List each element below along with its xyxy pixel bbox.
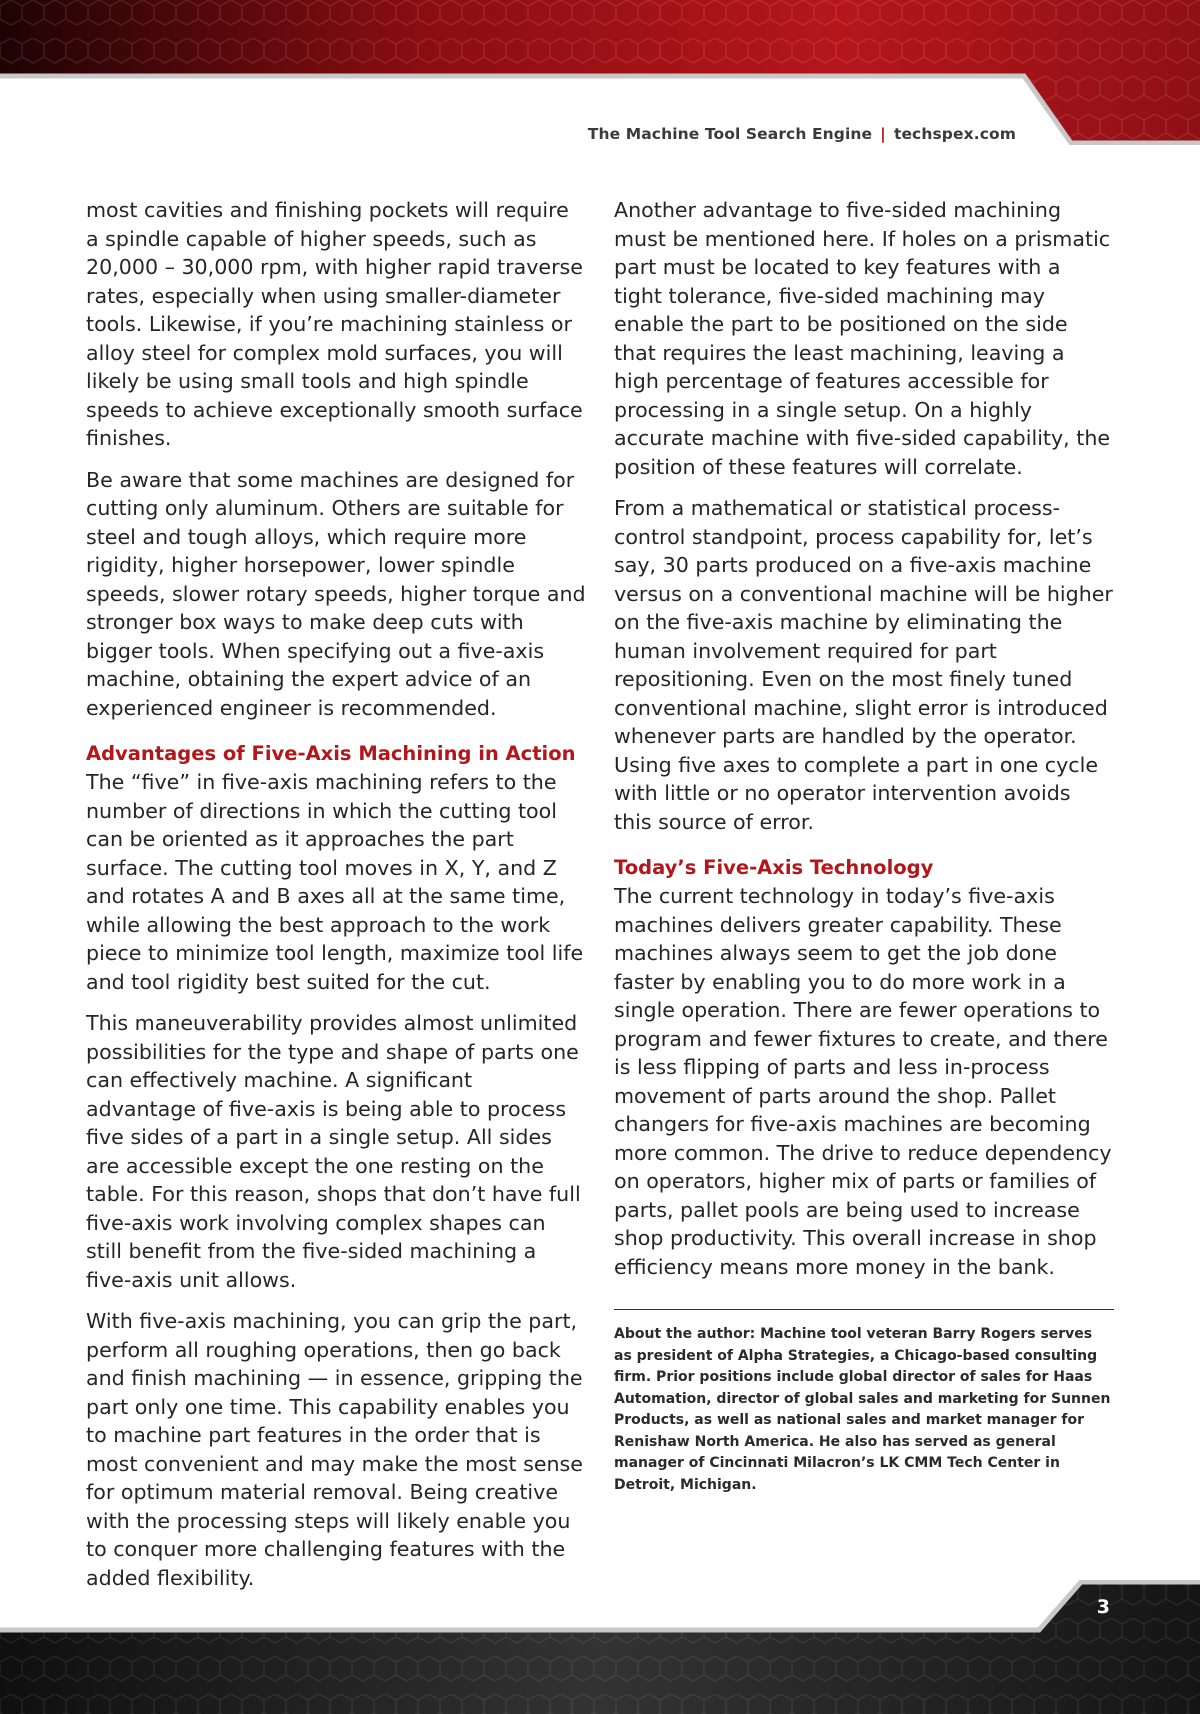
paragraph: Another advantage to five-sided machining must be mentioned here. If holes on a prismatic part must be located to key features with a tight tolerance, five-sided machining may enable the part to be positioned on the side that requires the least machining, leaving a high percentage of features accessible for processing in a single setup. On a highly accurate machine with five-sided capability, the position of these features will correlate. [614, 198, 1111, 479]
paragraph: Be aware that some machines are designed for cutting only aluminum. Others are suitable for steel and tough alloys, which require more rigidity, higher horsepower, lower spindle speeds, slower rotary speeds, higher torque and stronger box ways to make deep cuts with bigger tools. When specifying out a five-axis machine, obtaining the expert advice of an experienced engineer is recommended. [86, 467, 586, 720]
paragraph: From a mathematical or statistical process-control standpoint, process capability for, let’s say, 30 parts produced on a five-axis machine versus on a conventional machine will be higher on the five-axis machine by eliminating the human involvement required for part repositioning. Even on the most finely tuned conventional machine, slight error is introduced whenever parts are handled by the operator. Using five axes to complete a part in one cycle with little or no operator intervention avoids this source of error. [614, 496, 1113, 834]
paragraph: With five-axis machining, you can grip the part, perform all roughing operations, then go back and finish machining — in essence, gripping the part only one time. This capability enables you to machine part features in the order that is most convenient and may make the most sense for optimum material removal. Being creative with the processing steps will likely enable you to conquer more challenging features with the added flexibility. [86, 1309, 583, 1590]
right-column [614, 196, 1114, 1509]
divider [614, 1309, 1114, 1310]
page-number: 3 [1096, 1596, 1110, 1618]
section-heading-advantages: Advantages of Five-Axis Machining in Action [86, 742, 576, 765]
paragraph: The “five” in five-axis machining refers to the number of directions in which the cutting tool can be oriented as it approaches the part surface. The cutting tool moves in X, Y, and Z and rotates A and B axes all at the same time, while allowing the best approach to the work piece to minimize tool length, maximize tool life and tool rigidity best suited for the cut. [86, 770, 584, 994]
header-banner [0, 0, 1200, 145]
section-heading-technology: Today’s Five-Axis Technology [614, 856, 934, 879]
paragraph: most cavities and finishing pockets will require a spindle capable of higher speeds, such as 20,000 – 30,000 rpm, with higher rapid traverse rates, especially when using smaller-diameter tools. Likewise, if you’re machining stainless or alloy steel for complex mold surfaces, you will likely be using small tools and high spindle speeds to achieve exceptionally smooth surface finishes. [86, 198, 583, 450]
paragraph: The current technology in today’s five-axis machines delivers greater capability. These machines always seem to get the job done faster by enabling you to do more work in a single operation. There are fewer operations to program and fewer fixtures to create, and there is less flipping of parts and less in-process movement of parts around the shop. Pallet changers for five-axis machines are becoming more common. The drive to reduce dependency on operators, higher mix of parts or families of parts, pallet pools are being used to increase shop productivity. This overall increase in shop efficiency means more money in the bank. [614, 884, 1112, 1279]
footer-banner [0, 1580, 1200, 1714]
site-name: The Machine Tool Search Engine [587, 125, 873, 143]
paragraph: This maneuverability provides almost unlimited possibilities for the type and shape of parts one can effectively machine. A significant advantage of five-axis is being able to process five sides of a part in a single setup. All sides are accessible except the one resting on the table. For this reason, shops that don’t have full five-axis work involving complex shapes can still benefit from the five-sided machining a five-axis unit allows. [86, 1011, 581, 1292]
left-column [86, 196, 586, 1605]
author-note: About the author: Machine tool veteran Barry Rogers serves as president of Alpha Strategies, a Chicago-based consulting firm. Prior positions include global director of sales for Haas Automation, director of global sales and marketing for Sunnen Products, as well as national sales and market manager for Renishaw North America. He also has served as general manager of Cincinnati Milacron’s LK CMM Tech Center in Detroit, Michigan. [614, 1326, 1111, 1493]
site-url[interactable]: techspex.com [893, 125, 1016, 143]
header-tagline [588, 125, 1016, 143]
header-separator: | [880, 125, 886, 143]
